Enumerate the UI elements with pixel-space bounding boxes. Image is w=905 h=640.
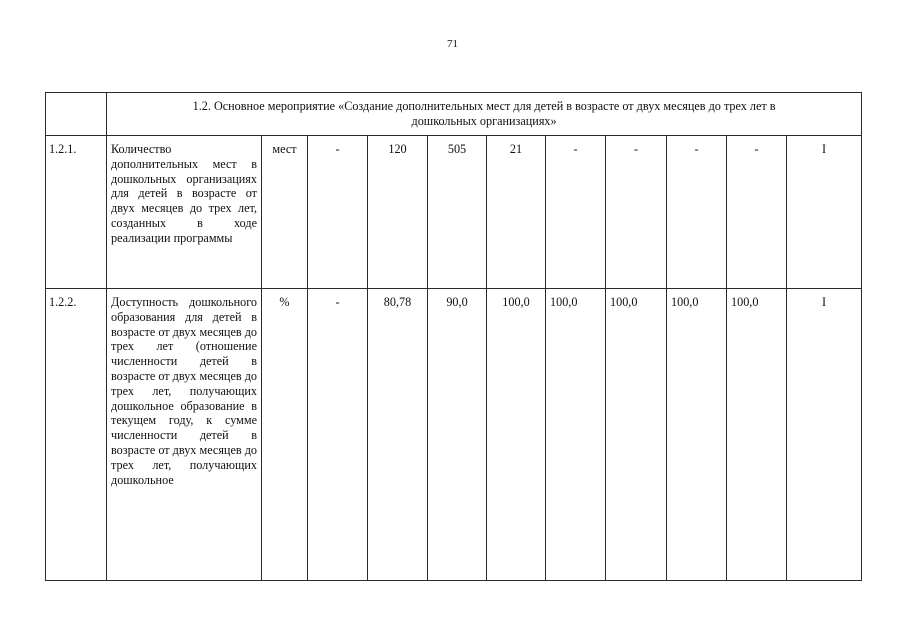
row-number: 1.2.1. bbox=[46, 136, 107, 289]
last-cell: I bbox=[787, 289, 862, 581]
indicator-name: Доступность дошкольного образования для детей в возрасте от двух месяцев до трех лет (отношение численности детей в возрасте от двух месяцев до трех лет, получающих дошкольное образование в текущем году, к сумме численности детей в возрасте от двух месяцев до трех лет, получающих дошкольное bbox=[107, 289, 262, 581]
value-cell: 100,0 bbox=[727, 289, 787, 581]
value-cell: 505 bbox=[428, 136, 487, 289]
unit-cell: мест bbox=[262, 136, 308, 289]
value-cell: - bbox=[606, 136, 667, 289]
base-value-cell: - bbox=[308, 289, 368, 581]
last-cell: I bbox=[787, 136, 862, 289]
value-cell: - bbox=[667, 136, 727, 289]
table-row bbox=[46, 136, 862, 289]
value-cell: 80,78 bbox=[368, 289, 428, 581]
unit-cell: % bbox=[262, 289, 308, 581]
value-cell: - bbox=[546, 136, 606, 289]
value-cell: - bbox=[727, 136, 787, 289]
value-cell: 21 bbox=[487, 136, 546, 289]
value-cell: 100,0 bbox=[606, 289, 667, 581]
value-cell: 100,0 bbox=[487, 289, 546, 581]
section-title-cell bbox=[107, 93, 862, 136]
section-num-cell bbox=[46, 93, 107, 136]
indicator-name: Количество дополнительных мест в дошкольных организациях для детей в возрасте от двух месяцев до трех лет, созданных в ходе реализации программы bbox=[107, 136, 262, 289]
row-number: 1.2.2. bbox=[46, 289, 107, 581]
section-title-line-1: 1.2. Основное мероприятие «Создание дополнительных мест для детей в возрасте от двух месяцев до трех лет в bbox=[192, 99, 776, 113]
indicator-table bbox=[45, 92, 862, 581]
page-number: 71 bbox=[447, 38, 458, 50]
value-cell: 90,0 bbox=[428, 289, 487, 581]
value-cell: 100,0 bbox=[546, 289, 606, 581]
section-title-line-2: дошкольных организациях» bbox=[411, 113, 557, 128]
value-cell: 120 bbox=[368, 136, 428, 289]
value-cell: 100,0 bbox=[667, 289, 727, 581]
table-row bbox=[46, 289, 862, 581]
section-header-row bbox=[46, 93, 862, 136]
base-value-cell: - bbox=[308, 136, 368, 289]
